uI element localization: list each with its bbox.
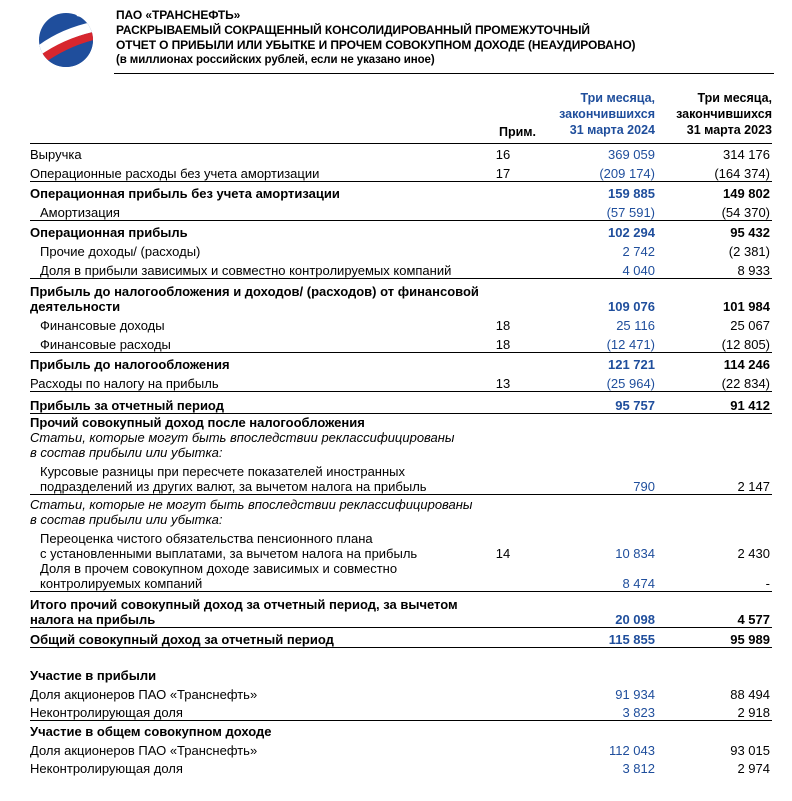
row-label: Операционные расходы без учета амортизации: [30, 166, 320, 181]
table-row: [30, 162, 772, 181]
report-title-line-2: ОТЧЕТ О ПРИБЫЛИ ИЛИ УБЫТКЕ И ПРОЧЕМ СОВОКУПНОМ ДОХОДЕ (НЕАУДИРОВАНО): [116, 38, 636, 52]
table-row: [30, 413, 772, 430]
row-value-previous: 4 577: [737, 612, 770, 627]
table-row: [30, 372, 772, 391]
table-row: [30, 430, 772, 460]
row-label: Участие в общем совокупном доходе: [30, 724, 272, 739]
row-label: Операционная прибыль без учета амортизации: [30, 186, 340, 201]
row-label: Доля акционеров ПАО «Транснефть»: [30, 743, 258, 758]
row-value-current: 790: [633, 479, 655, 494]
row-note: 13: [495, 376, 511, 391]
table-row: [30, 333, 772, 352]
table-row: [30, 683, 772, 702]
row-value-current: 121 721: [608, 357, 655, 372]
row-label: Курсовые разницы при пересчете показателей иностранных подразделений из других валют, за вычетом налога на прибыль: [40, 464, 427, 494]
row-label: Операционная прибыль: [30, 225, 188, 240]
row-value-current: 4 040: [622, 263, 655, 278]
row-value-previous: 8 933: [737, 263, 770, 278]
row-label: Статьи, которые могут быть впоследствии реклассифицированы в состав прибыли или убытка:: [30, 430, 455, 460]
table-row: [30, 259, 772, 278]
table-row: [30, 527, 772, 561]
table-row: [30, 201, 772, 220]
row-value-previous: 314 176: [723, 147, 770, 162]
row-label: Прибыль за отчетный период: [30, 398, 224, 413]
row-value-current: 91 934: [615, 687, 655, 702]
row-value-previous: (12 805): [721, 337, 770, 352]
company-name: ПАО «ТРАНСНЕФТЬ»: [116, 8, 241, 22]
row-value-current: 115 855: [608, 632, 655, 647]
row-label: Выручка: [30, 147, 82, 162]
row-label: Переоценка чистого обязательства пенсионного плана с установленными выплатами, за вычетом налога на прибыль: [40, 531, 418, 561]
row-value-current: 8 474: [622, 576, 655, 591]
row-label: Прочие доходы/ (расходы): [40, 244, 201, 259]
row-label: Прибыль до налогообложения и доходов/ (расходов) от финансовой деятельности: [30, 284, 479, 314]
row-label: Неконтролирующая доля: [30, 761, 183, 776]
table-row: [30, 314, 772, 333]
row-label: Участие в прибыли: [30, 668, 157, 683]
table-row: [30, 391, 772, 413]
row-label: Доля акционеров ПАО «Транснефть»: [30, 687, 258, 702]
row-value-current: (12 471): [606, 337, 655, 352]
row-value-current: 3 812: [622, 761, 655, 776]
column-header-note: Прим.: [498, 125, 536, 139]
row-value-previous: 25 067: [730, 318, 770, 333]
table-row: [30, 143, 772, 162]
row-value-previous: 2 918: [737, 705, 770, 720]
row-value-previous: -: [765, 576, 770, 591]
row-value-previous: 91 412: [730, 398, 770, 413]
row-value-current: (57 591): [606, 205, 655, 220]
row-value-previous: (164 374): [714, 166, 770, 181]
row-value-previous: 114 246: [723, 357, 770, 372]
row-value-current: 109 076: [608, 299, 655, 314]
table-row: [30, 278, 772, 314]
row-note: 18: [495, 318, 511, 333]
row-value-current: (25 964): [606, 376, 655, 391]
row-value-current: 3 823: [622, 705, 655, 720]
row-value-previous: 93 015: [730, 743, 770, 758]
table-row: [30, 720, 772, 739]
column-header-previous: Три месяца, закончившихся 31 марта 2023: [676, 91, 772, 137]
transneft-logo: [33, 8, 103, 68]
row-value-previous: 95 989: [730, 632, 770, 647]
row-label: Прибыль до налогообложения: [30, 357, 230, 372]
row-value-previous: 88 494: [730, 687, 770, 702]
table-row: [30, 666, 772, 683]
table-row: [30, 561, 772, 591]
row-value-previous: 101 984: [723, 299, 770, 314]
row-label: Неконтролирующая доля: [30, 705, 183, 720]
statement-table: [30, 143, 772, 776]
row-label: Финансовые расходы: [40, 337, 171, 352]
row-value-current: 95 757: [615, 398, 655, 413]
table-row: [30, 240, 772, 259]
row-label: Общий совокупный доход за отчетный период: [30, 632, 334, 647]
row-note: 17: [495, 166, 511, 181]
table-row: [30, 627, 772, 648]
row-label: Расходы по налогу на прибыль: [30, 376, 219, 391]
row-value-previous: 95 432: [730, 225, 770, 240]
row-value-current: 159 885: [608, 186, 655, 201]
row-value-current: 25 116: [616, 318, 655, 333]
table-row: [30, 591, 772, 627]
table-row: [30, 494, 772, 527]
table-row: [30, 352, 772, 372]
column-header-current: Три месяца, закончившихся 31 марта 2024: [559, 91, 655, 137]
row-note: 18: [495, 337, 511, 352]
table-row: [30, 739, 772, 758]
row-label: Прочий совокупный доход после налогообложения: [30, 415, 365, 430]
row-note: 14: [495, 546, 511, 561]
table-row: [30, 181, 772, 201]
row-value-current: 369 059: [608, 147, 655, 162]
row-value-previous: 2 147: [737, 479, 770, 494]
table-row: [30, 702, 772, 720]
units-note: (в миллионах российских рублей, если не указано иное): [116, 54, 435, 66]
row-label: Амортизация: [40, 205, 120, 220]
row-value-current: 102 294: [608, 225, 655, 240]
row-value-previous: (22 834): [721, 376, 770, 391]
row-label: Статьи, которые не могут быть впоследствии реклассифицированы в состав прибыли или убытка:: [30, 497, 473, 527]
table-row: [30, 758, 772, 776]
table-row: [30, 220, 772, 240]
row-label: Итого прочий совокупный доход за отчетный период, за вычетом налога на прибыль: [30, 597, 458, 627]
row-value-previous: (54 370): [721, 205, 770, 220]
row-label: Финансовые доходы: [40, 318, 165, 333]
row-label: Доля в прочем совокупном доходе зависимых и совместно контролируемых компаний: [40, 561, 398, 591]
row-value-current: 2 742: [622, 244, 655, 259]
row-value-current: 10 834: [615, 546, 655, 561]
row-label: Доля в прибыли зависимых и совместно контролируемых компаний: [40, 263, 452, 278]
row-value-current: 20 098: [615, 612, 655, 627]
report-title-line-1: РАСКРЫВАЕМЫЙ СОКРАЩЕННЫЙ КОНСОЛИДИРОВАННЫЙ ПРОМЕЖУТОЧНЫЙ: [116, 23, 590, 37]
row-value-current: 112 043: [608, 743, 655, 758]
row-value-previous: 2 430: [737, 546, 770, 561]
row-value-previous: 149 802: [723, 186, 770, 201]
report-header: [116, 8, 635, 68]
row-value-previous: 2 974: [737, 761, 770, 776]
row-note: 16: [495, 147, 511, 162]
table-row: [30, 460, 772, 494]
row-value-previous: (2 381): [728, 244, 770, 259]
row-value-current: (209 174): [599, 166, 655, 181]
header-divider: [114, 73, 774, 74]
